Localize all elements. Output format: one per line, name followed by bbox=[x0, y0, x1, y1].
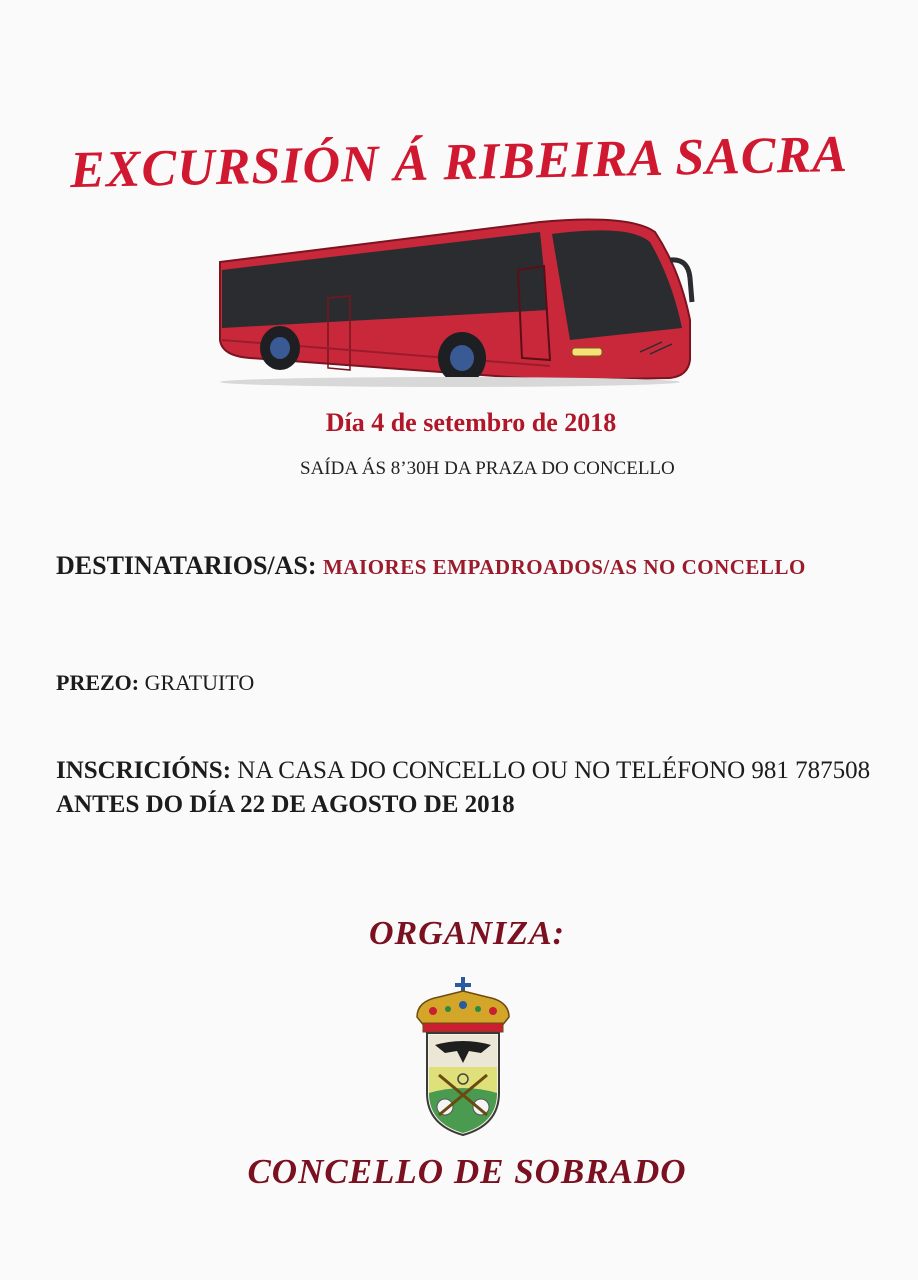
coat-of-arms-icon bbox=[403, 975, 523, 1140]
organizer-name: CONCELLO DE SOBRADO bbox=[247, 1152, 687, 1191]
price-label: PREZO: bbox=[56, 670, 140, 695]
inscriptions-line bbox=[56, 754, 876, 822]
price-value: GRATUITO bbox=[144, 670, 255, 695]
poster-title: EXCURSIÓN Á RIBEIRA SACRA bbox=[69, 125, 849, 200]
recipients-line bbox=[56, 548, 856, 585]
bus-illustration bbox=[210, 210, 700, 390]
organiza-label: ORGANIZA: bbox=[368, 915, 566, 952]
price-line bbox=[56, 670, 254, 696]
recipients-label: DESTINATARIOS/AS: bbox=[56, 551, 317, 580]
recipients-value: MAIORES EMPADROADOS/AS NO CONCELLO bbox=[323, 555, 806, 579]
departure-info: SAÍDA ÁS 8’30H DA PRAZA DO CONCELLO bbox=[300, 458, 675, 479]
inscriptions-label: INSCRICIÓNS: bbox=[56, 757, 232, 784]
inscriptions-value: NA CASA DO CONCELLO OU NO TELÉFONO 981 787508 bbox=[237, 757, 871, 784]
inscriptions-deadline: ANTES DO DÍA 22 DE AGOSTO DE 2018 bbox=[56, 791, 515, 818]
event-date: Día 4 de setembro de 2018 bbox=[325, 408, 617, 437]
